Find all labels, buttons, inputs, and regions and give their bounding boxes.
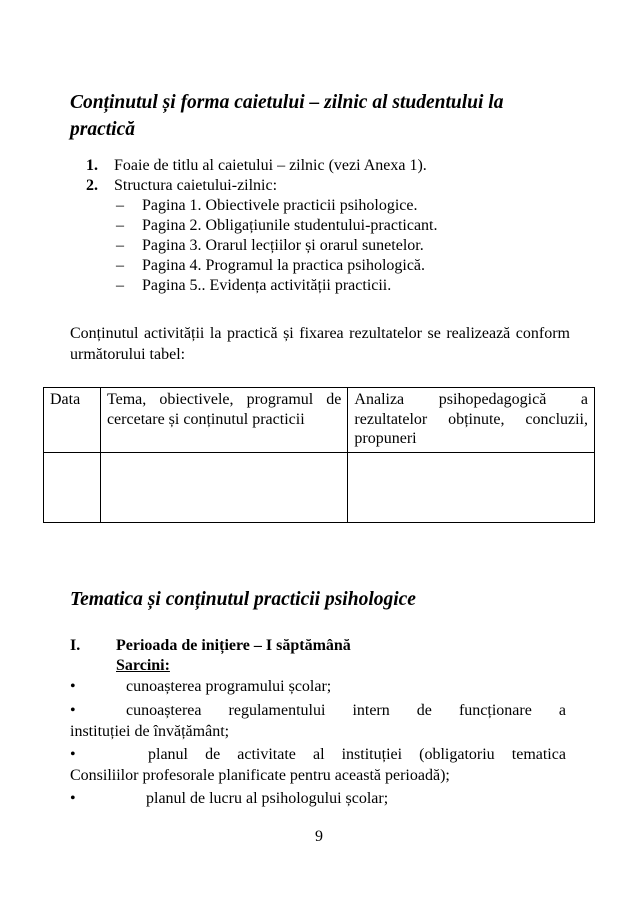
word: tematica (511, 746, 566, 763)
section-title-line2: practică (70, 119, 135, 140)
bullet-marker: • (70, 678, 76, 695)
word: (obligatoriu (419, 746, 495, 763)
word: al (312, 746, 325, 763)
table-cell[interactable] (100, 453, 347, 523)
section-title: Tematica și conținutul practicii psihologice (70, 589, 416, 610)
word: planul (148, 746, 188, 763)
page-number: 9 (315, 828, 323, 845)
list-item (86, 156, 566, 176)
bullet-text: cunoașterea programului școlar; (126, 678, 332, 695)
sub-item-text: Pagina 3. Orarul lecțiilor și orarul sunetelor. (142, 237, 424, 254)
sub-item-text: Pagina 4. Programul la practica psihologică. (142, 257, 426, 274)
sub-item-text: Pagina 2. Obligațiunile studentului-practicant. (142, 217, 438, 234)
item-number: 2. (86, 177, 98, 194)
word: funcționare (458, 702, 532, 719)
period-title: Perioada de inițiere – I săptămână (116, 637, 351, 654)
dash-marker: – (116, 197, 124, 214)
word: de (416, 702, 432, 719)
item-text: Foaie de titlu al caietului – zilnic (vezi Anexa 1). (114, 157, 427, 174)
bullet-item (70, 745, 566, 786)
structure-list (86, 156, 566, 296)
bullet-first-line (70, 745, 566, 766)
bullet-first-line (70, 701, 566, 722)
bullet-marker: • (70, 746, 76, 763)
word: instituției (341, 746, 403, 763)
word: a (558, 702, 566, 719)
activity-table (43, 387, 595, 523)
header-topic: Tema, obiectivele, programul de cercetare și conținutul practicii (100, 388, 347, 453)
sub-list-item (86, 276, 566, 296)
table-cell[interactable] (348, 453, 595, 523)
intro-paragraph: Conținutul activității la practică și fixarea rezultatelor se realizează conform următorului tabel: (70, 325, 570, 363)
section-title-line1: Conținutul și forma caietului – zilnic al studentului la (70, 92, 504, 113)
bullet-item (70, 789, 566, 810)
roman-numeral: I. (70, 637, 81, 654)
word: cunoașterea (126, 702, 202, 719)
sub-list-item (86, 216, 566, 236)
bullet-text: planul de lucru al psihologului școlar; (146, 790, 389, 807)
header-analysis: Analiza psihopedagogică a rezultatelor obținute, concluzii, propuneri (348, 388, 595, 453)
sub-item-text: Pagina 1. Obiectivele practicii psihologice. (142, 197, 418, 214)
bullet-marker: • (70, 790, 76, 807)
sub-list-item (86, 236, 566, 256)
bullet-marker: • (70, 702, 76, 719)
bullet-item (70, 701, 566, 742)
dash-marker: – (116, 257, 124, 274)
tasks-label: Sarcini: (116, 657, 170, 674)
bullet-continuation: instituției de învățământ; (70, 722, 230, 740)
list-item (86, 176, 566, 196)
table-header-row (44, 388, 595, 453)
item-number: 1. (86, 157, 98, 174)
table-cell[interactable] (44, 453, 101, 523)
bullet-continuation: Consiliilor profesorale planificate pentru această perioadă); (70, 766, 450, 784)
header-date: Data (44, 388, 101, 453)
sub-list-item (86, 256, 566, 276)
word: de (205, 746, 221, 763)
bullet-item (70, 677, 566, 698)
table-row (44, 453, 595, 523)
section-title (70, 89, 570, 143)
word: intern (352, 702, 390, 719)
sub-item-text: Pagina 5.. Evidența activității practicii. (142, 277, 392, 294)
dash-marker: – (116, 217, 124, 234)
word: activitate (237, 746, 296, 763)
item-text: Structura caietului-zilnic: (114, 177, 278, 194)
sub-list-item (86, 196, 566, 216)
dash-marker: – (116, 237, 124, 254)
dash-marker: – (116, 277, 124, 294)
word: regulamentului (228, 702, 326, 719)
